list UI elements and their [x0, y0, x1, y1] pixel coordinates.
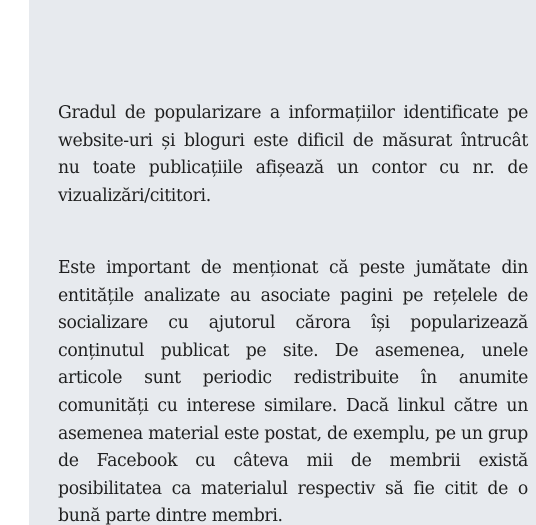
document-panel — [29, 0, 536, 525]
paragraph-popularity-measurement: Gradul de popularizare a informațiilor identificate pe website-uri și bloguri este dificil de măsurat întrucât nu toate publicațiile afișează un contor cu nr. de vizualizări/cititori. — [58, 103, 528, 206]
paragraph-social-media-distribution: Este important de menționat că peste jumătate din entitățile analizate au asociate pagini pe rețelele de socializare cu ajutorul cărora își popularizează conținutul publicat pe site. De asemenea, unele articole sunt periodic redistribuite în anumite comunități cu interese similare. Dacă linkul către un asemenea material este postat, de exemplu, pe un grup de Facebook cu câteva mii de membrii există posibilitatea ca materialul respectiv să fie citit de o bună parte dintre membri. — [58, 258, 528, 525]
